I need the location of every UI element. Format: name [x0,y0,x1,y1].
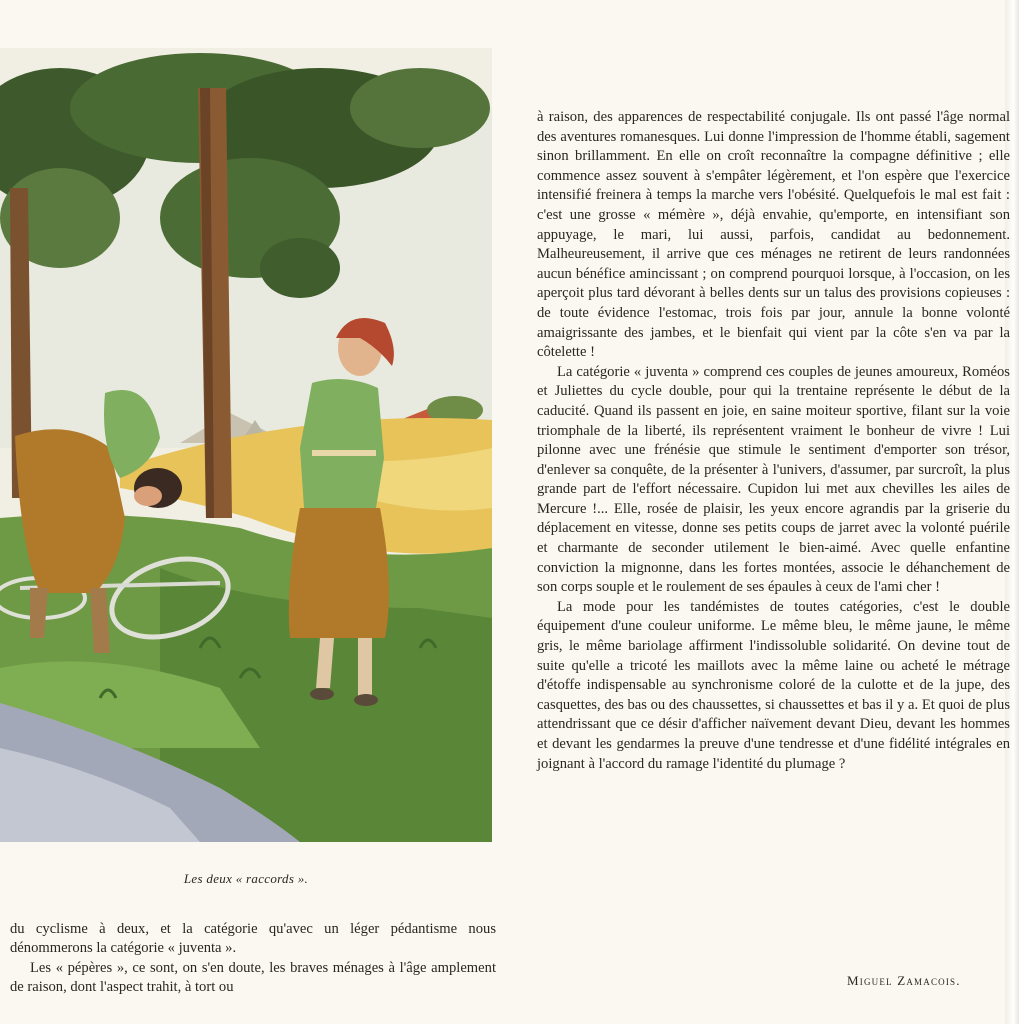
paragraph: du cyclisme à deux, et la catégorie qu'avec un léger pédantisme nous dénommerons la catégorie « juventa ». [10,921,496,957]
left-column-text [10,920,496,997]
watercolor-illustration [0,48,492,842]
paragraph: La mode pour les tandémistes de toutes catégories, c'est le double équipement d'une couleur uniforme. Le même bleu, le même jaune, le même gris, le même bariolage affirment l'indissoluble solidarité. On devine tout de suite qu'elle a tricoté les maillots avec la même laine ou acheté le métrage d'étoffe indispensable au synchronisme coloré de la culotte et de la jupe, des casquettes, des bas ou des chaussettes, si chaussettes et bas il y a. Et quoi de plus attendrissant que ce désir d'afficher naïvement devant Dieu, devant les hommes et devant les gendarmes la preuve d'une tendresse et d'une fidélité intégrales en joignant à l'accord du ramage l'identité du plumage ? [537,598,1010,772]
illustration [0,48,492,842]
author-signature: Miguel Zamacois. [847,973,961,988]
paragraph: La catégorie « juventa » comprend ces couples de jeunes amoureux, Roméos et Juliettes du cycle double, pour qui la trentaine représente le début de la caducité. Quand ils passent en joie, en saine moiteur sportive, filant sur la voie triomphale de la liberté, ils représentent vraiment le bonheur de vivre ! Lui pilonne avec une frénésie que stimule le sentiment d'emporter son trésor, d'enlever sa conquête, de la présenter à l'univers, d'assumer, par surcroît, la plus grande part de l'effort nécessaire. Cupidon lui met aux chevilles les ailes de Mercure !... Elle, rosée de plaisir, les yeux encore agrandis par la griserie du déplacement en vitesse, donne ses petits coups de jarret avec la volonté puérile et charmante de seconder utilement le bien-aimé. Avec quelle enfantine conviction la mignonne, dans les fortes montées, associe le déhanchement de son corps souple et le roulement de ses épaules à ceux de l'ami cher ! [537,363,1010,596]
paragraph: à raison, des apparences de respectabilité conjugale. Ils ont passé l'âge normal des aventures romanesques. Lui donne l'impression de l'homme établi, sagement sinon brillamment. En elle on croît reconnaître la compagne définitive ; elle commence assez souvent à s'empâter légèrement, et l'on espère que l'exercice intensifié freinera à temps la marche vers l'obésité. Quelquefois le mal est fait : c'est une grosse « mémère », déjà envahie, qu'emporte, en intensifiant son appuyage, le mari, lui aussi, parfois, candidat au bedonnement. Malheureusement, il arrive que ces ménages ne retirent de leurs randonnées aucun bénéfice amincissant ; on comprend pourquoi lorsque, à l'occasion, on les aperçoit plus tard dévorant à belles dents sur un talus des provisions copieuses : de toute évidence l'estomac, trois fois par jour, annule la bonne volonté amaigrissante des jambes, et le bienfait qui vient par la côte s'en va par la côtelette ! [537,109,1010,361]
right-column-text [537,108,1010,774]
illustration-caption: Les deux « raccords ». [183,871,309,886]
paragraph: Les « pépères », ce sont, on s'en doute, les braves ménages à l'âge amplement de raison, dont l'aspect trahit, à tort ou [10,959,496,995]
